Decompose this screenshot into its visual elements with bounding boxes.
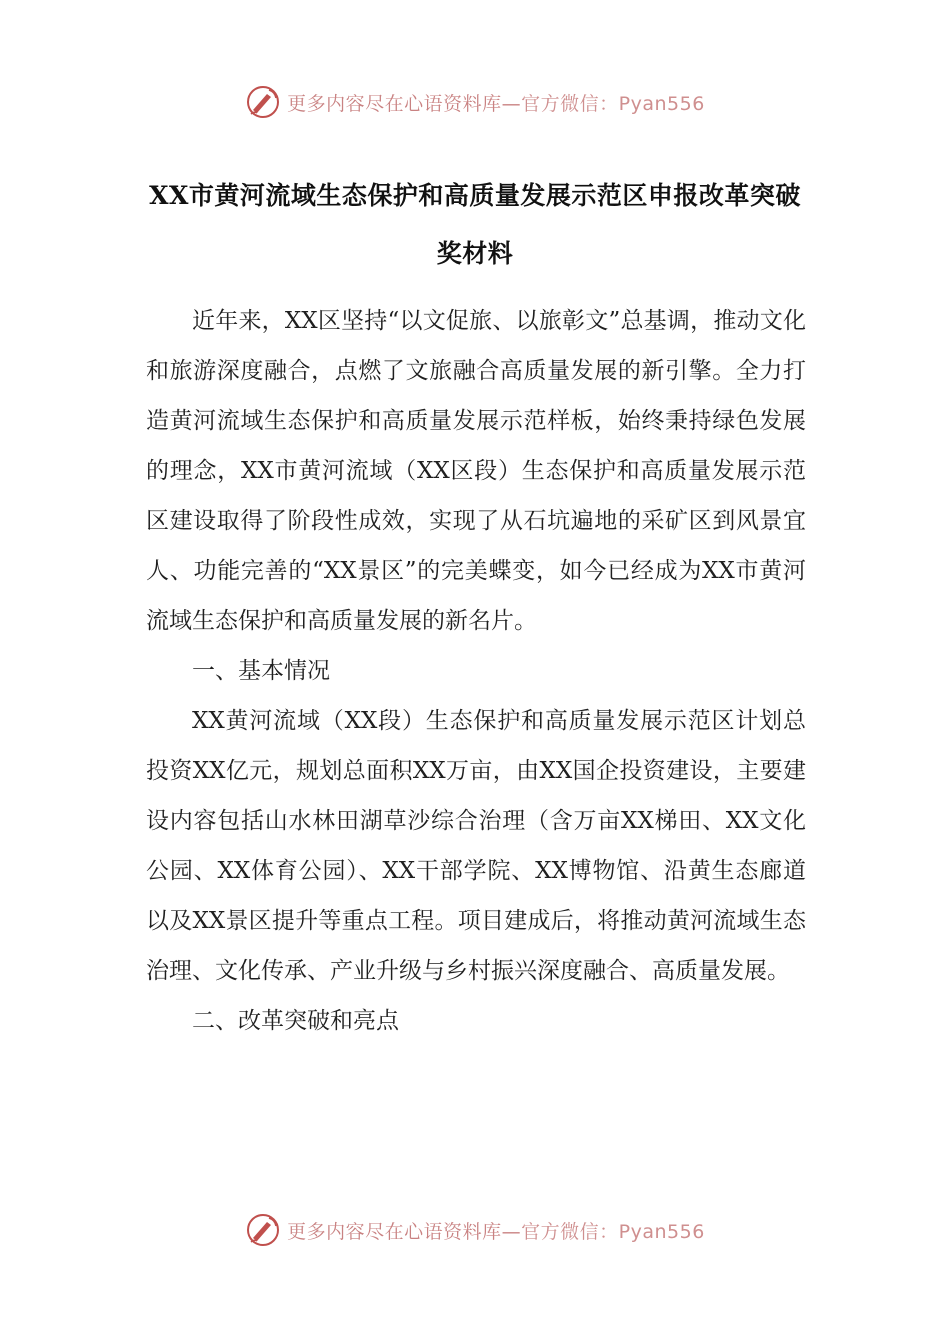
pen-circle-logo-icon xyxy=(245,84,281,120)
document-title xyxy=(110,167,840,283)
footer-banner-main: 更多内容尽在心语资料库— xyxy=(287,1220,522,1243)
footer-banner xyxy=(0,1208,950,1252)
title-line-1: XX市黄河流域生态保护和高质量发展示范区申报改革突破 xyxy=(149,181,801,210)
footer-banner-text xyxy=(287,1217,705,1244)
header-banner-main: 更多内容尽在心语资料库— xyxy=(287,92,522,115)
paragraph-basic-info: XX黄河流域（XX段）生态保护和高质量发展示范区计划总投资XX亿元，规划总面积XX万亩，由XX国企投资建设，主要建设内容包括山水林田湖草沙综合治理（含万亩XX梯田、XX文化公园、XX体育公园）、XX干部学院、XX博物馆、沿黄生态廊道以及XX景区提升等重点工程。项目建成后，将推动黄河流域生态治理、文化传承、产业升级与乡村振兴深度融合、高质量发展。 xyxy=(146,708,806,984)
header-banner-wechat: 官方微信：Pyan556 xyxy=(521,92,705,115)
pen-circle-logo-icon xyxy=(245,1212,281,1248)
header-banner-text xyxy=(287,89,705,116)
footer-banner-wechat: 官方微信：Pyan556 xyxy=(521,1220,705,1243)
section-heading-reform: 二、改革突破和亮点 xyxy=(192,1008,399,1034)
document-body xyxy=(146,296,806,1046)
header-banner xyxy=(0,80,950,124)
section-heading-basic: 一、基本情况 xyxy=(192,658,330,684)
title-line-2: 奖材料 xyxy=(436,239,514,268)
paragraph-intro: 近年来，XX区坚持“以文促旅、以旅彰文”总基调，推动文化和旅游深度融合，点燃了文旅融合高质量发展的新引擎。全力打造黄河流域生态保护和高质量发展示范样板，始终秉持绿色发展的理念，XX市黄河流域（XX区段）生态保护和高质量发展示范区建设取得了阶段性成效，实现了从石坑遍地的采矿区到风景宜人、功能完善的“XX景区”的完美蝶变，如今已经成为XX市黄河流域生态保护和高质量发展的新名片。 xyxy=(146,308,806,634)
